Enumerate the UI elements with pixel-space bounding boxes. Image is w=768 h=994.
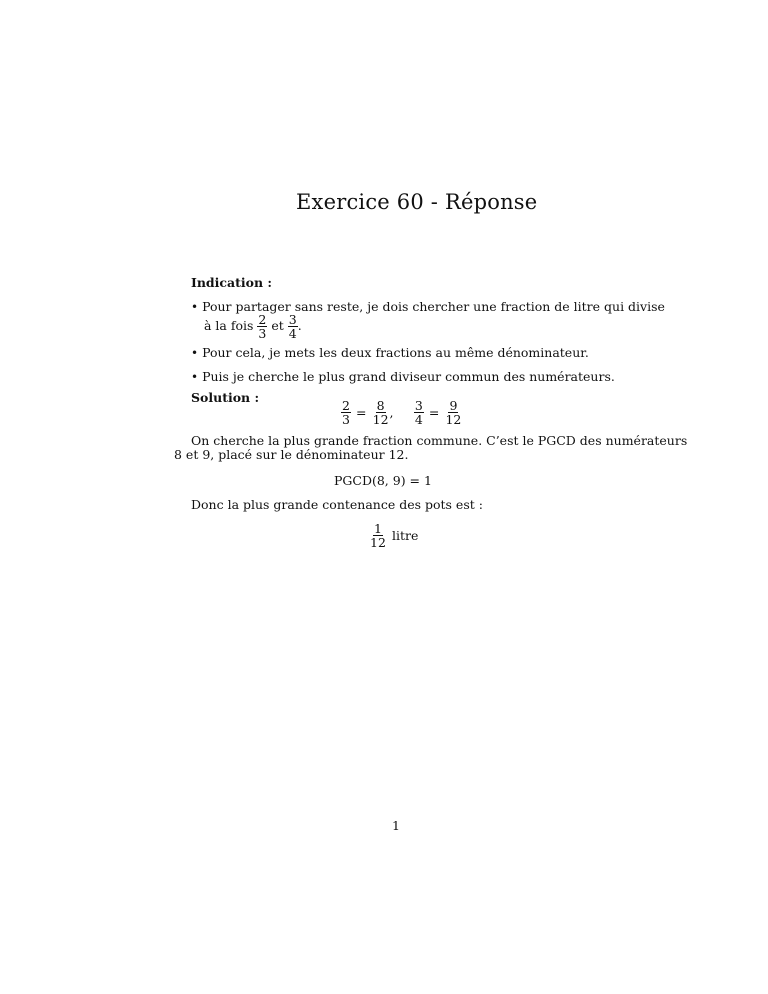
bullet-item-1: • Pour partager sans reste, je dois chercher une fraction de litre qui divise <box>191 299 665 314</box>
pgcd-result: PGCD(8, 9) = 1 <box>334 473 432 488</box>
fraction-3-4: $\frac{3}{4}$ <box>414 398 423 427</box>
bullet-item-2: • Pour cela, je mets les deux fractions au même dénominateur. <box>191 345 589 360</box>
answer: $\frac{1}{12}$ litre <box>370 521 419 550</box>
bullet-icon: • <box>191 300 199 314</box>
fraction-three-quarters: $\frac{3}{4}$ <box>288 312 297 341</box>
solution-equation: $\frac{2}{3}$ = $\frac{8}{12}$ , $\frac{3}{4}$ = $\frac{9}{12}$ <box>342 398 462 427</box>
bullet-icon: • <box>191 346 199 360</box>
fraction-2-3: $\frac{2}{3}$ <box>342 398 350 427</box>
fraction-9-12: $\frac{9}{12}$ <box>445 398 462 427</box>
bullet-item-3: • Puis je cherche le plus grand diviseur commun des numérateurs. <box>191 369 615 384</box>
bullet-item-1-line2: à la fois $\frac{2}{3}$ et $\frac{3}{4}$ . <box>204 312 302 341</box>
page-title: Exercice 60 - Réponse <box>296 190 538 214</box>
fraction-8-12: $\frac{8}{12}$ <box>372 398 389 427</box>
fraction-1-12: $\frac{1}{12}$ <box>370 521 386 550</box>
explanation-line-2: 8 et 9, placé sur le dénominateur 12. <box>174 447 409 462</box>
fraction-two-thirds: $\frac{2}{3}$ <box>258 312 267 341</box>
solution-heading: Solution : <box>191 390 260 405</box>
indication-heading: Indication : <box>191 275 273 290</box>
conclusion-text: Donc la plus grande contenance des pots est : <box>191 497 483 512</box>
page-number: 1 <box>392 818 400 833</box>
bullet-icon: • <box>191 370 199 384</box>
explanation-line-1: On cherche la plus grande fraction commune. C’est le PGCD des numérateurs <box>191 433 688 448</box>
